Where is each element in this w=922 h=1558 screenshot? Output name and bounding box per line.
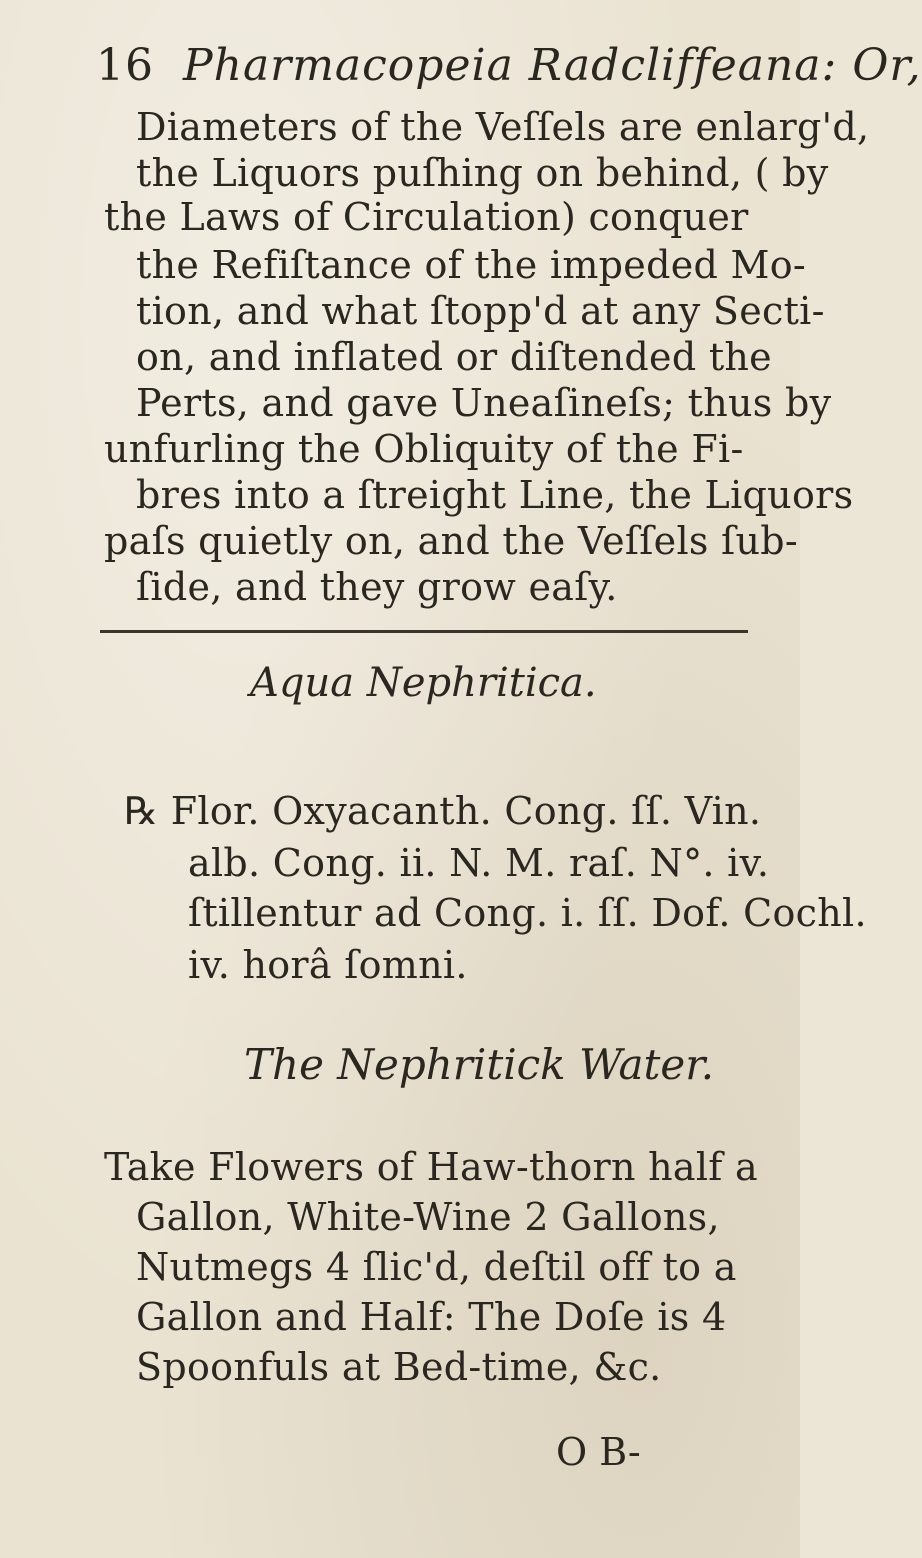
text-line: Gallon, White-Wine 2 Gallons, [136,1195,720,1239]
text-line: on, and inflated or diſtended the [136,335,772,379]
english-title: The Nephritick Water. [244,1040,715,1089]
text-line: Spoonfuls at Bed-time, &c. [136,1345,662,1389]
text-line: tion, and what ſtopp'd at any Secti- [136,289,825,333]
text-line: bres into a ſtreight Line, the Liquors [136,473,854,517]
text-line: Perts, and gave Uneaſineſs; thus by [136,381,832,425]
text-line: Nutmegs 4 ſlic'd, deſtil off to a [136,1245,737,1289]
text-line: Take Flowers of Haw-thorn half a [104,1145,759,1189]
recipe-line: ℞ Flor. Oxyacanth. Cong. ſſ. Vin. [124,789,762,833]
text-line: the Laws of Circulation) conquer [104,195,749,239]
recipe-line: ſtillentur ad Cong. i. ſſ. Dof. Cochl. [188,891,867,935]
text-line: the Refiſtance of the impeded Mo- [136,243,807,287]
text-line-last: ſide, and they grow eaſy. [136,565,618,609]
section-divider [100,630,748,633]
text-line: the Liquors puſhing on behind, ( by [136,151,829,195]
text-line: Diameters of the Veſſels are enlarg'd, [136,105,870,149]
text-line: paſs quietly on, and the Veſſels ſub- [104,519,798,563]
running-title: Pharmacopeia Radcliffeana: Or, [183,40,922,91]
recipe-line: iv. horâ ſomni. [188,943,468,987]
text-line: Gallon and Half: The Doſe is 4 [136,1295,727,1339]
recipe-line: alb. Cong. ii. N. M. raſ. N°. iv. [188,841,770,885]
text-line: unfurling the Obliquity of the Fi- [104,427,744,471]
running-header [96,40,922,91]
catchword: O B- [556,1430,641,1474]
page-number: 16 [96,40,154,91]
section-title: Aqua Nephritica. [250,660,597,706]
